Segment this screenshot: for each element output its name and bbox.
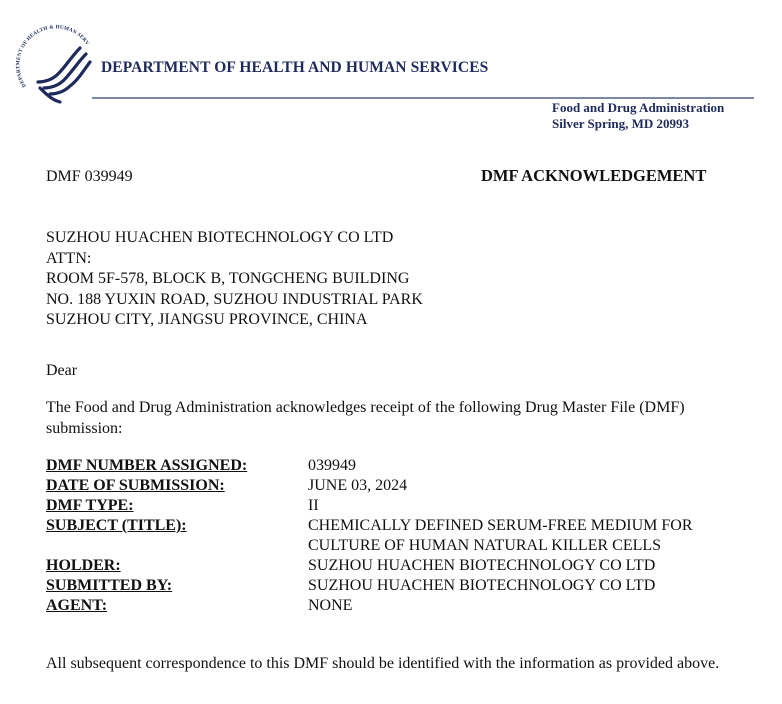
address-line: ATTN: [46, 249, 92, 267]
detail-value: JUNE 03, 2024 [308, 477, 408, 494]
svg-text:DEPARTMENT OF HEALTH & HUMAN S: DEPARTMENT OF HEALTH & HUMAN SERV [15, 24, 91, 89]
detail-value: II [308, 497, 319, 514]
address-line: SUZHOU HUACHEN BIOTECHNOLOGY CO LTD [46, 229, 394, 246]
agency-block [552, 100, 724, 131]
address-line: NO. 188 YUXIN ROAD, SUZHOU INDUSTRIAL PARK [46, 290, 423, 308]
letterhead-divider [92, 97, 754, 99]
detail-label: DMF TYPE: [46, 497, 134, 514]
detail-value: CULTURE OF HUMAN NATURAL KILLER CELLS [308, 537, 662, 554]
recipient-address [46, 228, 423, 331]
agency-name: Food and Drug Administration [552, 100, 725, 115]
detail-row [46, 536, 748, 556]
detail-value: CHEMICALLY DEFINED SERUM-FREE MEDIUM FOR [308, 517, 693, 534]
detail-row [46, 576, 748, 596]
address-line: ROOM 5F-578, BLOCK B, TONGCHENG BUILDING [46, 270, 410, 287]
agency-address: Silver Spring, MD 20993 [552, 115, 689, 131]
address-line: SUZHOU CITY, JIANGSU PROVINCE, CHINA [46, 311, 368, 328]
department-name: DEPARTMENT OF HEALTH AND HUMAN SERVICES [101, 59, 489, 76]
detail-row [46, 476, 748, 496]
dmf-details [46, 456, 748, 616]
detail-row [46, 496, 748, 516]
detail-value: SUZHOU HUACHEN BIOTECHNOLOGY CO LTD [308, 577, 656, 594]
detail-value: SUZHOU HUACHEN BIOTECHNOLOGY CO LTD [308, 557, 656, 574]
detail-value: 039949 [308, 457, 356, 474]
detail-label: SUBMITTED BY: [46, 577, 173, 594]
detail-label: DATE OF SUBMISSION: [46, 477, 225, 494]
detail-row [46, 516, 748, 536]
detail-label: AGENT: [46, 597, 108, 614]
closing-paragraph: All subsequent correspondence to this DMF should be identified with the information as provided above. [46, 655, 720, 672]
detail-label: SUBJECT (TITLE): [46, 517, 187, 534]
detail-row [46, 596, 748, 616]
detail-label: HOLDER: [46, 557, 121, 574]
document-title: DMF ACKNOWLEDGEMENT [481, 166, 707, 185]
detail-row [46, 456, 748, 476]
hhs-seal-logo [14, 22, 96, 108]
detail-row [46, 556, 748, 576]
salutation: Dear [46, 362, 78, 379]
intro-paragraph: The Food and Drug Administration acknowledges receipt of the following Drug Master File (DMF) submission: [46, 399, 685, 437]
detail-label [46, 536, 308, 556]
detail-value: NONE [308, 597, 353, 614]
detail-label: DMF NUMBER ASSIGNED: [46, 457, 248, 474]
dmf-reference: DMF 039949 [46, 168, 133, 185]
